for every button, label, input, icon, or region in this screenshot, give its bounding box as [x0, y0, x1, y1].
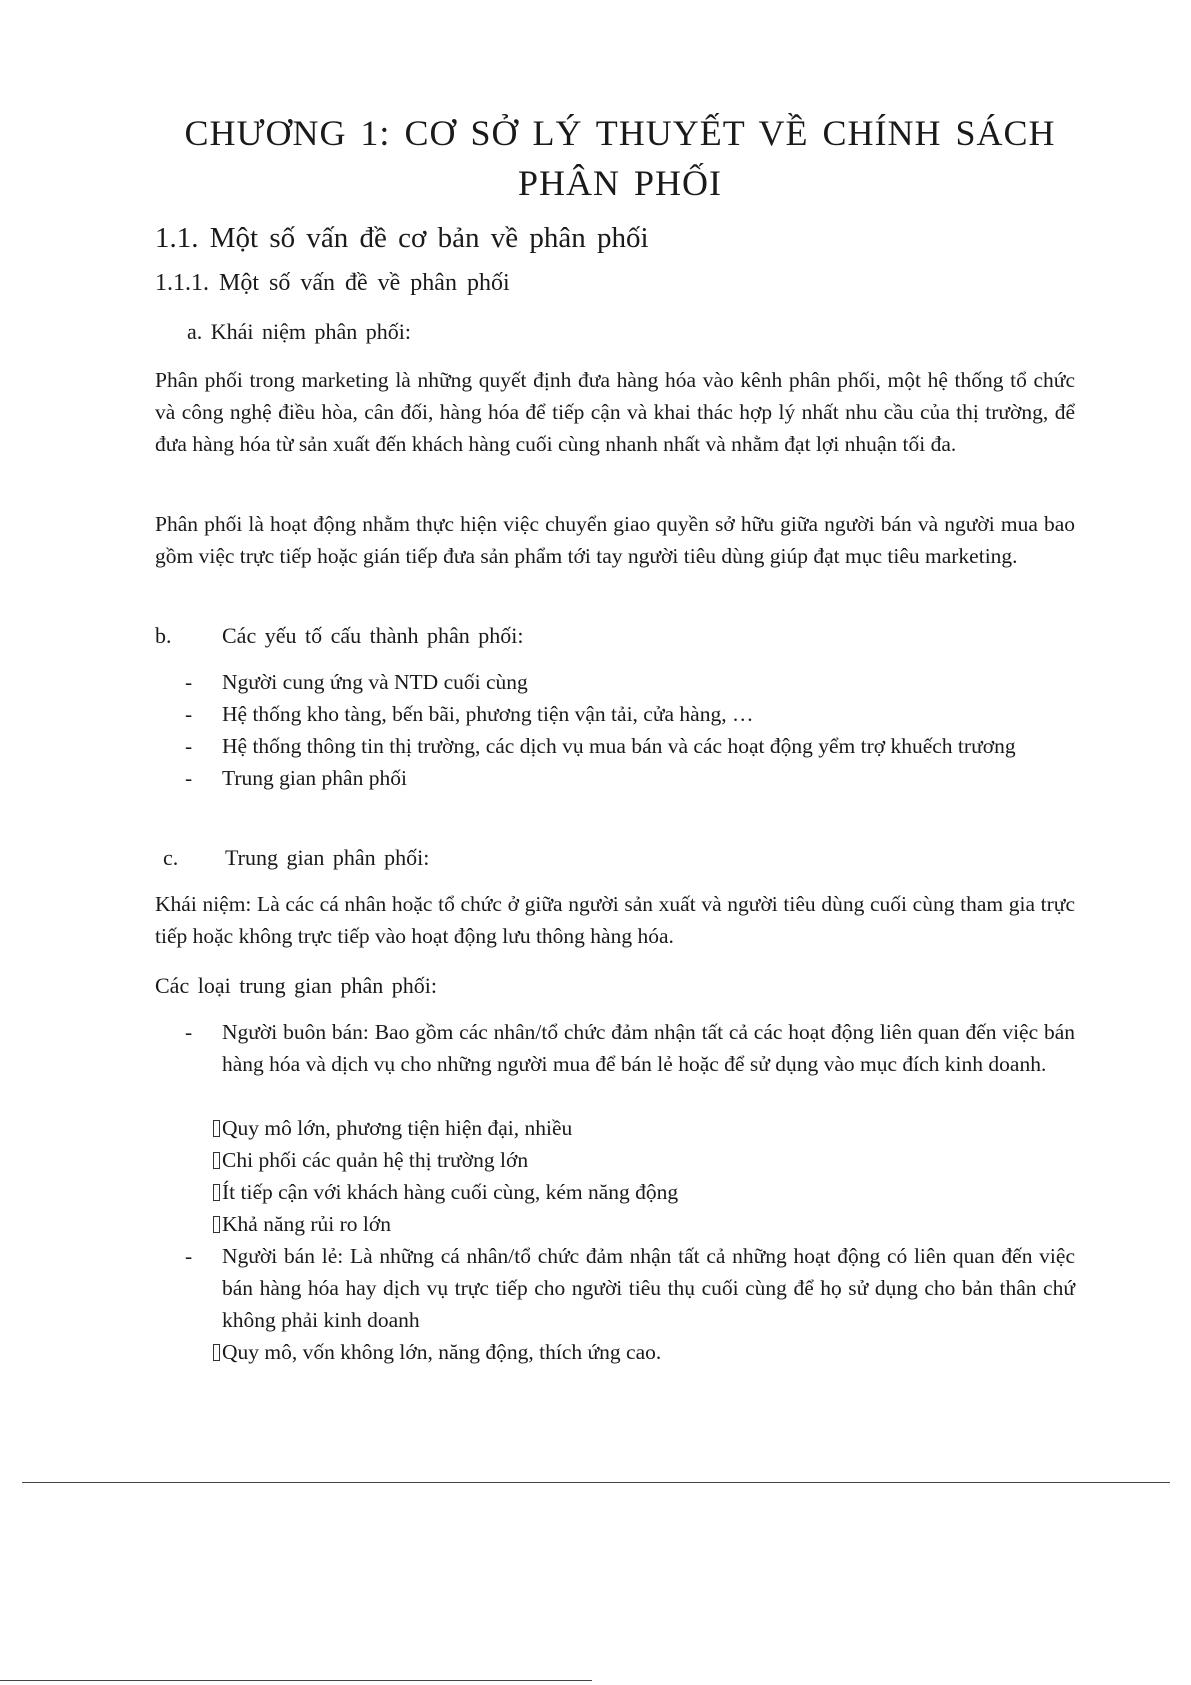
missing-glyph-box-icon — [213, 1152, 220, 1169]
dash-bullet: - — [185, 766, 193, 790]
chapter-title-line-2: PHÂN PHỐI — [517, 163, 723, 203]
list-item-text: Hệ thống kho tàng, bến bãi, phương tiện vận tải, cửa hàng, … — [222, 702, 754, 726]
list-item — [185, 1240, 1075, 1336]
list-item-text: Trung gian phân phối — [222, 766, 407, 790]
missing-glyph-box-icon — [213, 1184, 220, 1201]
subsection-heading: 1.1.1. Một số vấn đề về phân phối — [155, 270, 510, 296]
list-item-text: Người cung ứng và NTD cuối cùng — [222, 670, 528, 694]
dash-bullet: - — [185, 702, 193, 726]
part-c-marker: c. — [163, 845, 179, 870]
list-item — [213, 1176, 678, 1208]
dash-bullet: - — [185, 1020, 193, 1044]
footnote-divider — [0, 1680, 592, 1681]
wholesaler-list — [185, 1016, 1075, 1080]
list-item — [185, 730, 1075, 762]
section-heading: 1.1. Một số vấn đề cơ bản về phân phối — [155, 222, 649, 254]
list-item-text: Ít tiếp cận với khách hàng cuối cùng, kém năng động — [222, 1180, 679, 1204]
dash-bullet: - — [185, 670, 193, 694]
list-item — [185, 1016, 1075, 1080]
part-c-label: Trung gian phân phối: — [225, 845, 430, 870]
list-item-text: Khả năng rủi ro lớn — [222, 1212, 391, 1236]
wholesaler-text: Người buôn bán: Bao gồm các nhân/tổ chức đảm nhận tất cả các hoạt động liên quan đến việc bán hàng hóa và dịch vụ cho những người mua để bán lẻ hoặc để sử dụng vào mục đích kinh doanh. — [222, 1020, 1075, 1076]
part-c-definition: Khái niệm: Là các cá nhân hoặc tổ chức ở giữa người sản xuất và người tiêu dùng cuối cùng tham gia trực tiếp hoặc không trực tiếp vào hoạt động lưu thông hàng hóa. — [155, 892, 1075, 948]
list-item-text: Quy mô lớn, phương tiện hiện đại, nhiều — [222, 1116, 573, 1140]
list-item — [213, 1208, 678, 1240]
dash-bullet: - — [185, 1244, 193, 1268]
list-item-text: Hệ thống thông tin thị trường, các dịch vụ mua bán và các hoạt động yểm trợ khuếch trương — [222, 734, 1016, 758]
list-item-text: Quy mô, vốn không lớn, năng động, thích ứng cao. — [222, 1340, 662, 1364]
chapter-title-line-1: CHƯƠNG 1: CƠ SỞ LÝ THUYẾT VỀ CHÍNH SÁCH — [184, 113, 1056, 153]
chapter-title — [120, 108, 1120, 208]
retailer-text: Người bán lẻ: Là những cá nhân/tổ chức đảm nhận tất cả những hoạt động có liên quan đến việc bán hàng hóa hay dịch vụ trực tiếp cho người tiêu thụ cuối cùng để họ sử dụng cho bản thân chứ không phải kinh doanh — [222, 1244, 1075, 1332]
list-item — [185, 666, 1075, 698]
intermediary-types-label: Các loại trung gian phân phối: — [155, 973, 437, 998]
missing-glyph-box-icon — [213, 1216, 220, 1233]
list-item — [213, 1144, 678, 1176]
part-a-paragraph-1: Phân phối trong marketing là những quyết định đưa hàng hóa vào kênh phân phối, một hệ thống tổ chức và công nghệ điều hòa, cân đối, hàng hóa để tiếp cận và khai thác hợp lý nhất nhu cầu của thị trường, để đưa hàng hóa từ sản xuất đến khách hàng cuối cùng nhanh nhất và nhằm đạt lợi nhuận tối đa. — [155, 368, 1075, 456]
part-a-label: a. Khái niệm phân phối: — [187, 319, 412, 344]
missing-glyph-box-icon — [213, 1120, 220, 1137]
part-b-label: Các yếu tố cấu thành phân phối: — [222, 623, 524, 648]
wholesaler-points — [213, 1112, 678, 1240]
list-item — [213, 1112, 678, 1144]
list-item — [213, 1336, 661, 1368]
list-item — [185, 762, 1075, 794]
list-item-text: Chi phối các quản hệ thị trường lớn — [222, 1148, 529, 1172]
retailer-list — [185, 1240, 1075, 1336]
part-b-marker: b. — [155, 623, 172, 648]
part-b-list — [185, 666, 1075, 794]
part-a-paragraph-2: Phân phối là hoạt động nhằm thực hiện việc chuyển giao quyền sở hữu giữa người bán và người mua bao gồm việc trực tiếp hoặc gián tiếp đưa sản phẩm tới tay người tiêu dùng giúp đạt mục tiêu marketing. — [155, 512, 1075, 568]
dash-bullet: - — [185, 734, 193, 758]
page-divider — [22, 1482, 1170, 1483]
list-item — [185, 698, 1075, 730]
missing-glyph-box-icon — [213, 1344, 220, 1361]
retailer-points — [213, 1336, 661, 1368]
